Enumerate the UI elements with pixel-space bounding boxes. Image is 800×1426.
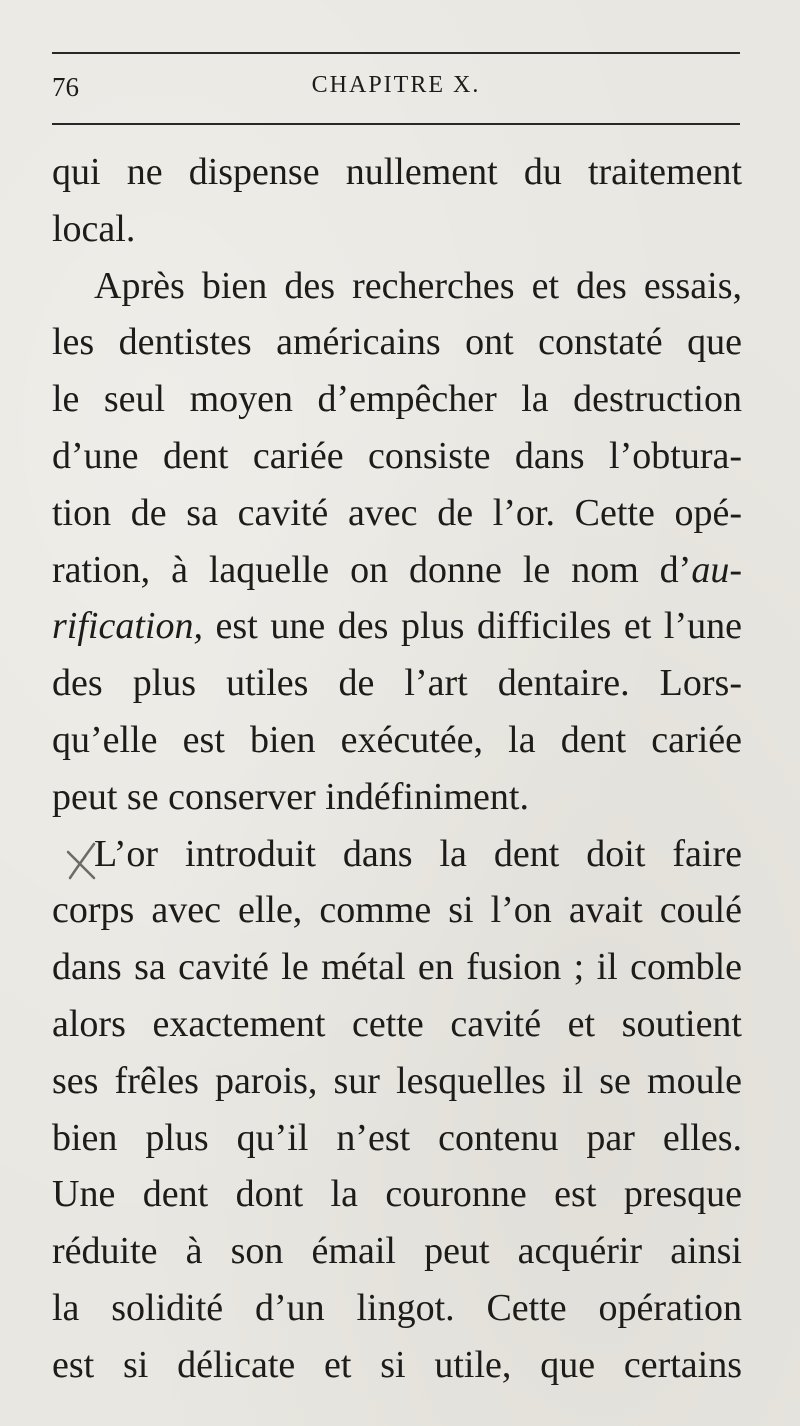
text-line (52, 542, 742, 599)
text-line: L’or introduit dans la dent doit faire (94, 832, 742, 875)
text-line: les dentistes américains ont constaté que (52, 321, 742, 364)
text-line: bien plus qu’il n’est contenu par elles. (52, 1116, 742, 1159)
italic-term: au- (691, 548, 742, 591)
text-line: alors exactement cette cavité et soutient (52, 1002, 742, 1045)
text-line: le seul moyen d’empêcher la destruction (52, 378, 742, 421)
text-line: Une dent dont la couronne est presque (52, 1173, 742, 1216)
text-line: réduite à son émail peut acquérir ainsi (52, 1230, 742, 1273)
text-line (52, 598, 742, 655)
text-line: peut se conserver indéfiniment. (52, 775, 529, 818)
text-line: d’une dent cariée consiste dans l’obtura- (52, 434, 742, 477)
text-line: local. (52, 207, 136, 250)
text-line: qu’elle est bien exécutée, la dent cariée (52, 718, 742, 761)
text-line: ses frêles parois, sur lesquelles il se moule (52, 1059, 742, 1102)
text-fragment: est une des plus difficiles et l’une (202, 605, 742, 648)
text-line: la solidité d’un lingot. Cette opération (52, 1286, 742, 1329)
text-line: dans sa cavité le métal en fusion ; il comble (52, 946, 742, 989)
text-line: Après bien des recherches et des essais, (94, 264, 742, 307)
header-top-rule (52, 52, 740, 54)
text-line: qui ne dispense nullement du traitement (52, 151, 742, 193)
text-line: tion de sa cavité avec de l’or. Cette opé- (52, 491, 742, 534)
running-head (52, 72, 740, 108)
page-number: 76 (52, 72, 79, 102)
text-fragment: ration, à laquelle on donne le nom d’ (52, 548, 692, 591)
italic-term: rification, (52, 605, 203, 648)
chapter-title: CHAPITRE X. (311, 72, 481, 98)
text-line: corps avec elle, comme si l’on avait coulé (52, 889, 742, 932)
text-line: des plus utiles de l’art dentaire. Lors- (52, 662, 742, 705)
body-text (52, 144, 742, 1394)
text-line: est si délicate et si utile, que certains (52, 1343, 742, 1386)
header-bottom-rule (52, 123, 740, 125)
